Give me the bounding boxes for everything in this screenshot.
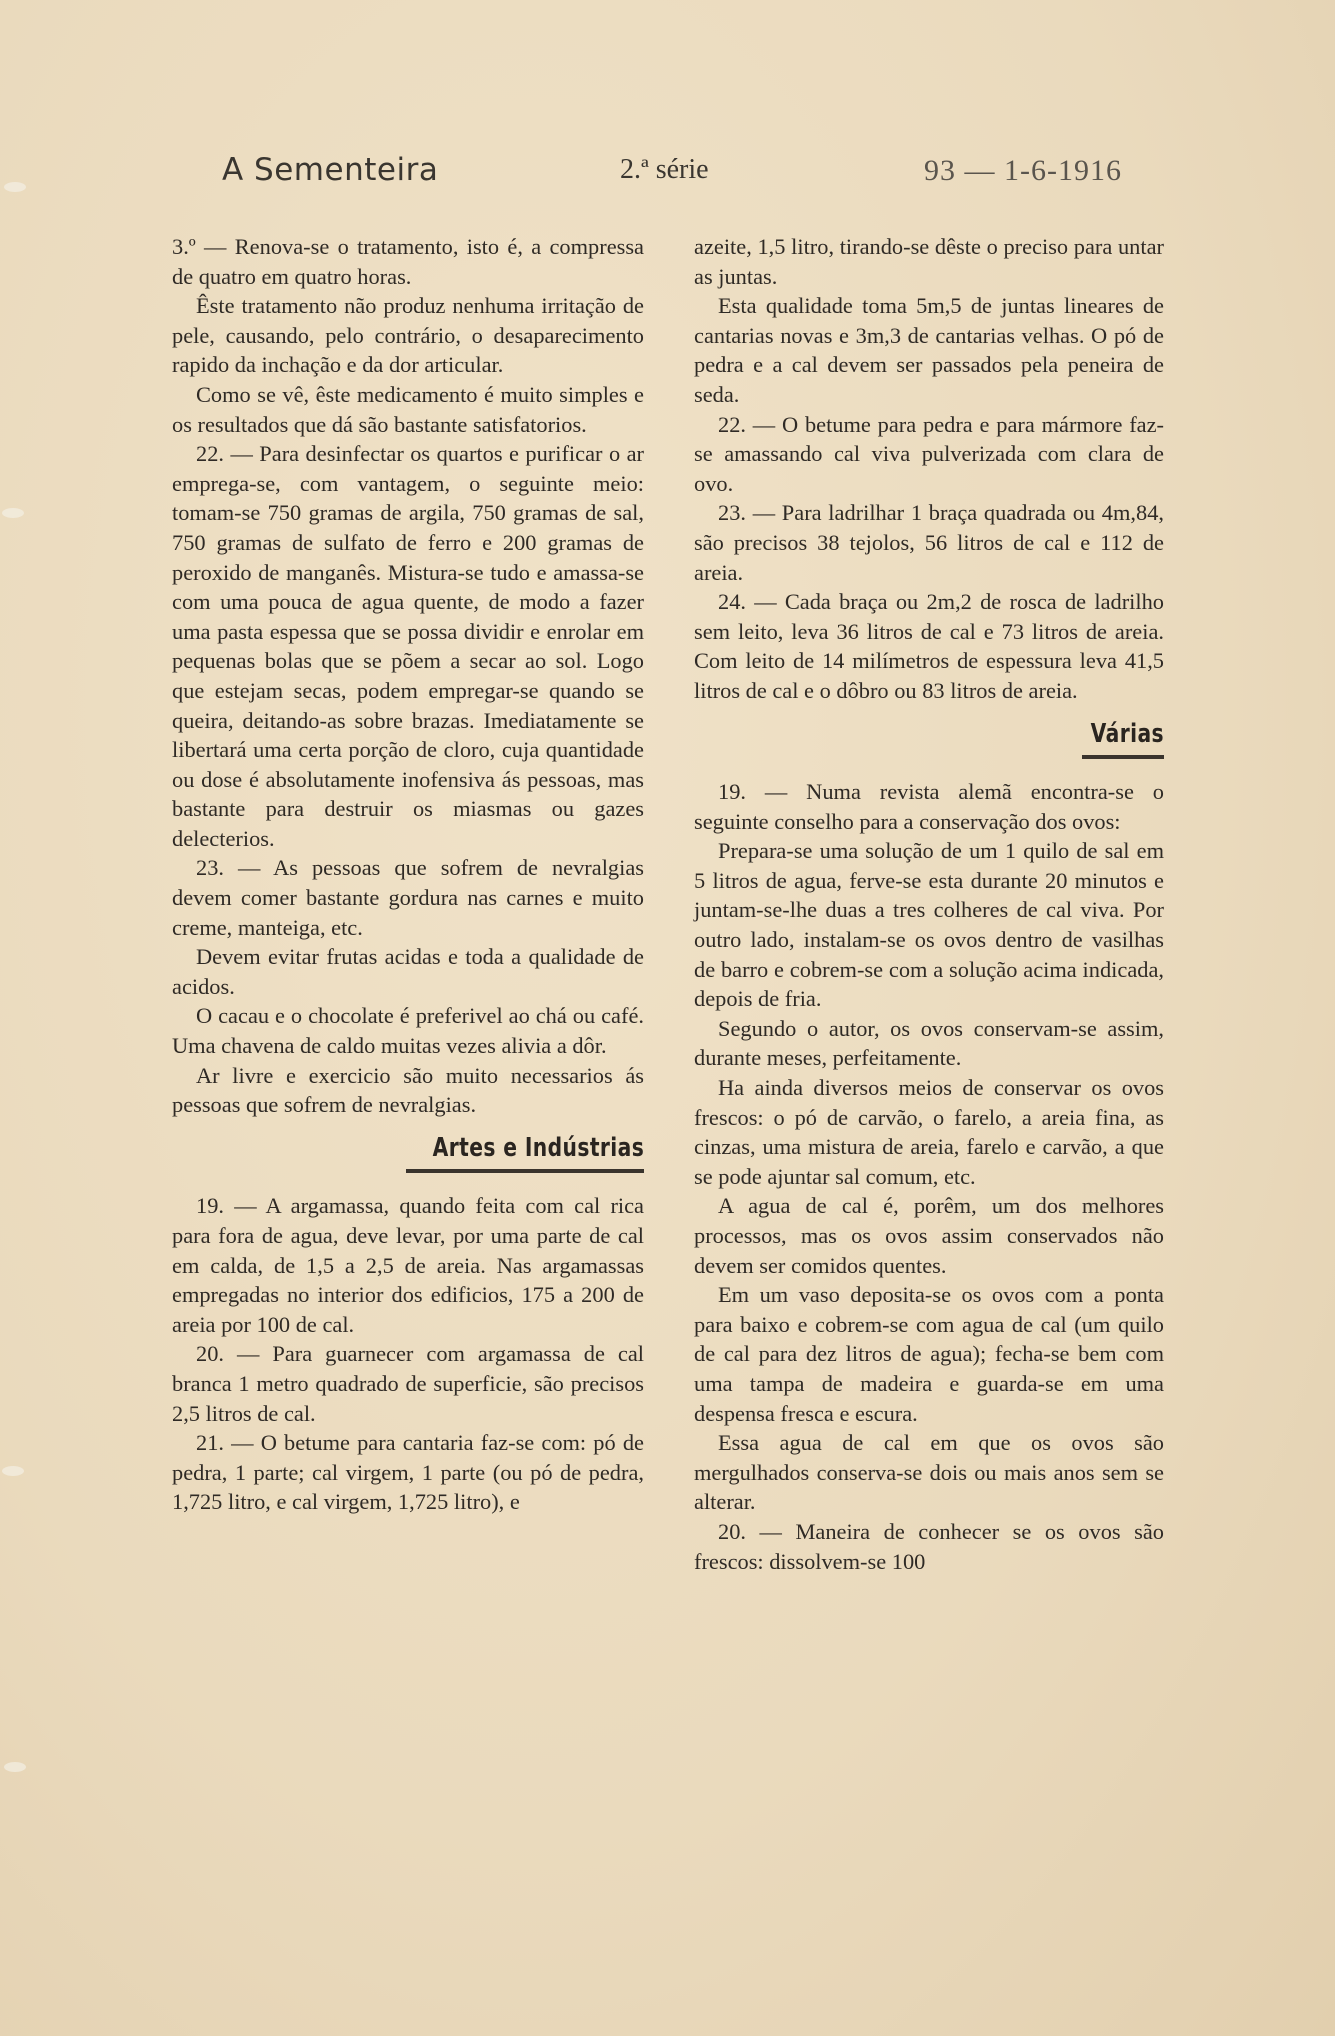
- paragraph: 23. — As pessoas que sofrem de nevralgias devem comer bastante gordura nas carnes e muito creme, manteiga, etc.: [172, 855, 644, 940]
- paper-blemish: [4, 182, 26, 192]
- paragraph: Êste tratamento não produz nenhuma irritação de pele, causando, pelo contrário, o desaparecimento rapido da inchação e da dor articular.: [172, 293, 644, 378]
- right-column: [694, 232, 1164, 1576]
- publication-title: A Sementeira: [222, 152, 439, 188]
- paragraph: Prepara-se uma solução de um 1 quilo de sal em 5 litros de agua, ferve-se esta durante 20 minutos e juntam-se-lhe duas a tres colheres de cal viva. Por outro lado, instalam-se os ovos dentro de vasilhas de barro e cobrem-se com a solução acima indicada, depois de fria.: [694, 838, 1164, 1012]
- issue-date: 93 — 1-6-1916: [924, 154, 1122, 187]
- paragraph: 24. — Cada braça ou 2m,2 de rosca de ladrilho sem leito, leva 36 litros de cal e 73 litros de areia. Com leito de 14 milímetros de espessura leva 41,5 litros de cal e o dôbro ou 83 litros de areia.: [694, 589, 1164, 703]
- paragraph: 23. — Para ladrilhar 1 braça quadrada ou 4m,84, são precisos 38 tejolos, 56 litros de cal e 112 de areia.: [694, 500, 1164, 585]
- paragraph: Ha ainda diversos meios de conservar os ovos frescos: o pó de carvão, o farelo, a areia fina, as cinzas, uma mistura de areia, farelo e carvão, a que se pode ajuntar sal comum, etc.: [694, 1075, 1164, 1189]
- paragraph: 21. — O betume para cantaria faz-se com: pó de pedra, 1 parte; cal virgem, 1 parte (ou pó de pedra, 1,725 litro, e cal virgem, 1,725 litro), e: [172, 1430, 644, 1515]
- paper-blemish: [2, 1466, 24, 1476]
- paragraph: 3.º — Renova-se o tratamento, isto é, a compressa de quatro em quatro horas.: [172, 234, 644, 289]
- section-rule: [406, 1169, 644, 1173]
- paragraph: A agua de cal é, porêm, um dos melhores processos, mas os ovos assim conservados não devem ser comidos quentes.: [694, 1193, 1164, 1278]
- paper-blemish: [4, 1762, 26, 1772]
- paragraph: 22. — Para desinfectar os quartos e purificar o ar emprega-se, com vantagem, o seguinte meio: tomam-se 750 gramas de argila, 750 gramas de sal, 750 gramas de sulfato de ferro e 200 gramas de peroxido de manganês. Mistura-se tudo e amassa-se com uma pouca de agua quente, de modo a fazer uma pasta espessa que se possa dividir e enrolar em pequenas bolas que se põem a secar ao sol. Logo que estejam secas, podem empregar-se quando se queira, deitando-as sobre brazas. Imediatamente se libertará uma certa porção de cloro, cuja quantidade ou dose é absolutamente inofensiva ás pessoas, mas bastante para destruir os miasmas ou gazes delecterios.: [172, 441, 644, 851]
- section-rule: [1082, 755, 1164, 759]
- paragraph: 19. — Numa revista alemã encontra-se o seguinte conselho para a conservação dos ovos:: [694, 779, 1164, 834]
- paragraph: Devem evitar frutas acidas e toda a qualidade de acidos.: [172, 944, 644, 999]
- section-heading-text: Várias: [1090, 718, 1164, 749]
- series-label: 2.ª série: [620, 154, 709, 185]
- section-heading-artes: [172, 1134, 644, 1174]
- paragraph: azeite, 1,5 litro, tirando-se dêste o preciso para untar as juntas.: [694, 234, 1164, 289]
- paragraph: 22. — O betume para pedra e para mármore faz-se amassando cal viva pulverizada com clara de ovo.: [694, 411, 1164, 496]
- section-heading-text: Artes e Indústrias: [432, 1132, 644, 1163]
- paragraph: Como se vê, êste medicamento é muito simples e os resultados que dá são bastante satisfatorios.: [172, 381, 644, 437]
- paragraph: Em um vaso deposita-se os ovos com a ponta para baixo e cobrem-se com agua de cal (um quilo de cal para dez litros de agua); fecha-se bem com uma tampa de madeira e guarda-se em uma despensa fresca e escura.: [694, 1282, 1164, 1426]
- paragraph: Esta qualidade toma 5m,5 de juntas lineares de cantarias novas e 3m,3 de cantarias velhas. O pó de pedra e a cal devem ser passados pela peneira de seda.: [694, 293, 1164, 407]
- paragraph: 19. — A argamassa, quando feita com cal rica para fora de agua, deve levar, por uma parte de cal em calda, de 1,5 a 2,5 de areia. Nas argamassas empregadas no interior dos edificios, 175 a 200 de areia por 100 de cal.: [172, 1193, 644, 1337]
- section-heading-varias: [694, 720, 1164, 760]
- paragraph: Segundo o autor, os ovos conservam-se assim, durante meses, perfeitamente.: [694, 1015, 1164, 1071]
- paragraph: O cacau e o chocolate é preferivel ao chá ou café. Uma chavena de caldo muitas vezes alivia a dôr.: [172, 1003, 644, 1059]
- paragraph: Ar livre e exercicio são muito necessarios ás pessoas que sofrem de nevralgias.: [172, 1062, 644, 1118]
- paragraph: 20. — Para guarnecer com argamassa de cal branca 1 metro quadrado de superficie, são precisos 2,5 litros de cal.: [172, 1341, 644, 1426]
- paragraph: 20. — Maneira de conhecer se os ovos são frescos: dissolvem-se 100: [694, 1518, 1164, 1574]
- paragraph: Essa agua de cal em que os ovos são mergulhados conserva-se dois ou mais anos sem se alterar.: [694, 1430, 1164, 1515]
- left-column: [172, 232, 644, 1517]
- paper-blemish: [2, 508, 24, 518]
- page-header: [222, 152, 1122, 202]
